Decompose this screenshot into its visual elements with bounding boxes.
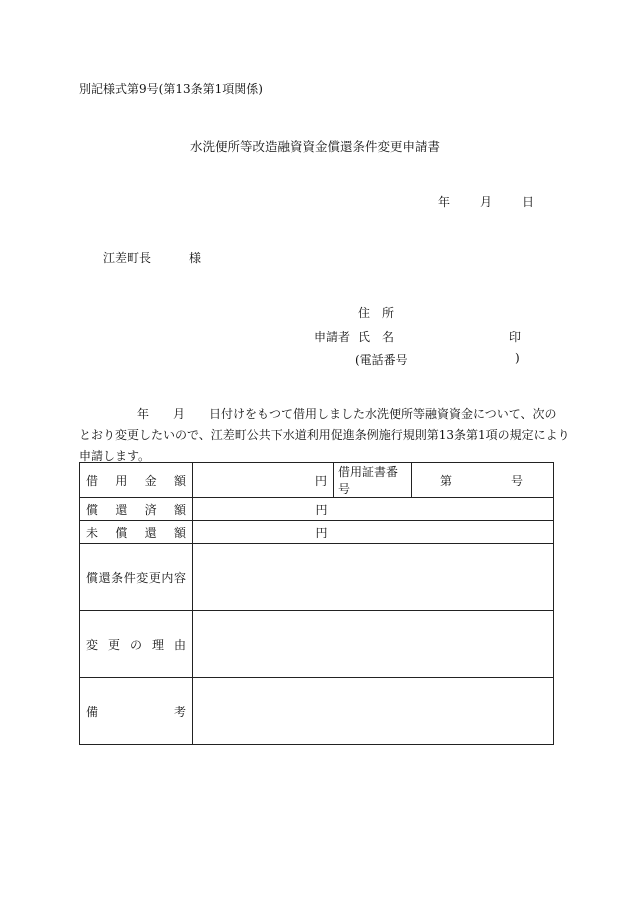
label-char: 額 [173, 473, 186, 488]
addressee-honorific: 様 [189, 251, 202, 265]
reason-label [80, 611, 193, 678]
document-title: 水洗便所等改造融資資金償還条件変更申請書 [189, 139, 440, 154]
yen-unit: 円 [314, 473, 327, 488]
unpaid-field[interactable] [193, 521, 334, 544]
application-table [79, 462, 554, 745]
label-char: 条 [111, 570, 124, 585]
loan-amount-text [86, 472, 186, 489]
address-label: 住 所 [358, 306, 395, 320]
label-char: 金 [144, 473, 157, 488]
remarks-text [86, 703, 186, 720]
remarks-label [80, 678, 193, 745]
reason-text [86, 636, 186, 653]
addressee [103, 249, 201, 266]
table-row [80, 678, 554, 745]
table-row [80, 521, 554, 544]
date-year: 年 [438, 195, 451, 209]
label-char: 借 [86, 473, 99, 488]
label-char: 由 [173, 637, 186, 652]
date-line [438, 193, 534, 210]
body-line-3: 申請します。 [79, 449, 151, 463]
yen-unit: 円 [315, 502, 328, 517]
unpaid-text [86, 524, 186, 541]
change-content-label [80, 544, 193, 611]
repaid-label [80, 498, 193, 521]
label-char: 未 [86, 525, 99, 540]
remarks-char-2: 考 [173, 704, 186, 719]
form-number: 別記様式第9号(第13条第1項関係) [79, 82, 263, 96]
name-label: 氏 名 [358, 330, 395, 344]
addressee-name: 江差町長 [103, 251, 152, 265]
label-char: の [129, 637, 142, 652]
applicant-label: 申請者 [314, 330, 351, 344]
seal-mark: 印 [509, 330, 522, 344]
label-char: 変 [86, 637, 99, 652]
label-char: 償 [115, 525, 128, 540]
label-char: 内 [161, 570, 174, 585]
label-char: 容 [173, 570, 186, 585]
body-paragraph [79, 404, 570, 467]
repaid-field-rest[interactable] [334, 498, 554, 521]
cert-no-label: 借用証書番号 [334, 463, 412, 498]
loan-amount-label [80, 463, 193, 498]
date-month: 月 [480, 195, 493, 209]
label-char: 還 [115, 502, 128, 517]
label-char: 済 [144, 502, 157, 517]
label-char: 用 [115, 473, 128, 488]
cert-no-wrap [418, 472, 547, 489]
label-char: 償 [86, 502, 99, 517]
remarks-char-1: 備 [86, 704, 99, 719]
table-row [80, 463, 554, 498]
label-char: 還 [98, 570, 111, 585]
date-day: 日 [522, 195, 535, 209]
label-char: 還 [144, 525, 157, 540]
reason-field[interactable] [193, 611, 554, 678]
label-char: 額 [173, 525, 186, 540]
loan-amount-field[interactable] [193, 463, 334, 498]
cert-no-field[interactable] [412, 463, 554, 498]
cert-dai: 第 [440, 473, 453, 488]
table-row [80, 498, 554, 521]
phone-label: (電話番号 [355, 353, 408, 367]
cert-go: 号 [510, 473, 523, 488]
phone-close-paren: ) [515, 351, 520, 365]
label-char: 件 [123, 570, 136, 585]
label-char: 償 [86, 570, 99, 585]
label-char: 更 [148, 570, 161, 585]
label-char: 更 [107, 637, 120, 652]
change-content-field[interactable] [193, 544, 554, 611]
remarks-field[interactable] [193, 678, 554, 745]
table-row [80, 544, 554, 611]
label-char: 額 [173, 502, 186, 517]
change-content-text [86, 569, 186, 586]
repaid-text [86, 501, 186, 518]
table-row [80, 611, 554, 678]
repaid-field[interactable] [193, 498, 334, 521]
yen-unit: 円 [315, 525, 328, 540]
unpaid-field-rest[interactable] [334, 521, 554, 544]
label-char: 変 [136, 570, 149, 585]
body-line-1: 年 月 日付けをもつて借用しました水洗便所等融資資金について、次の [137, 407, 557, 421]
label-char: 理 [151, 637, 164, 652]
unpaid-label [80, 521, 193, 544]
body-line-2: とおり変更したいので、江差町公共下水道利用促進条例施行規則第13条第1項の規定により [79, 428, 570, 442]
